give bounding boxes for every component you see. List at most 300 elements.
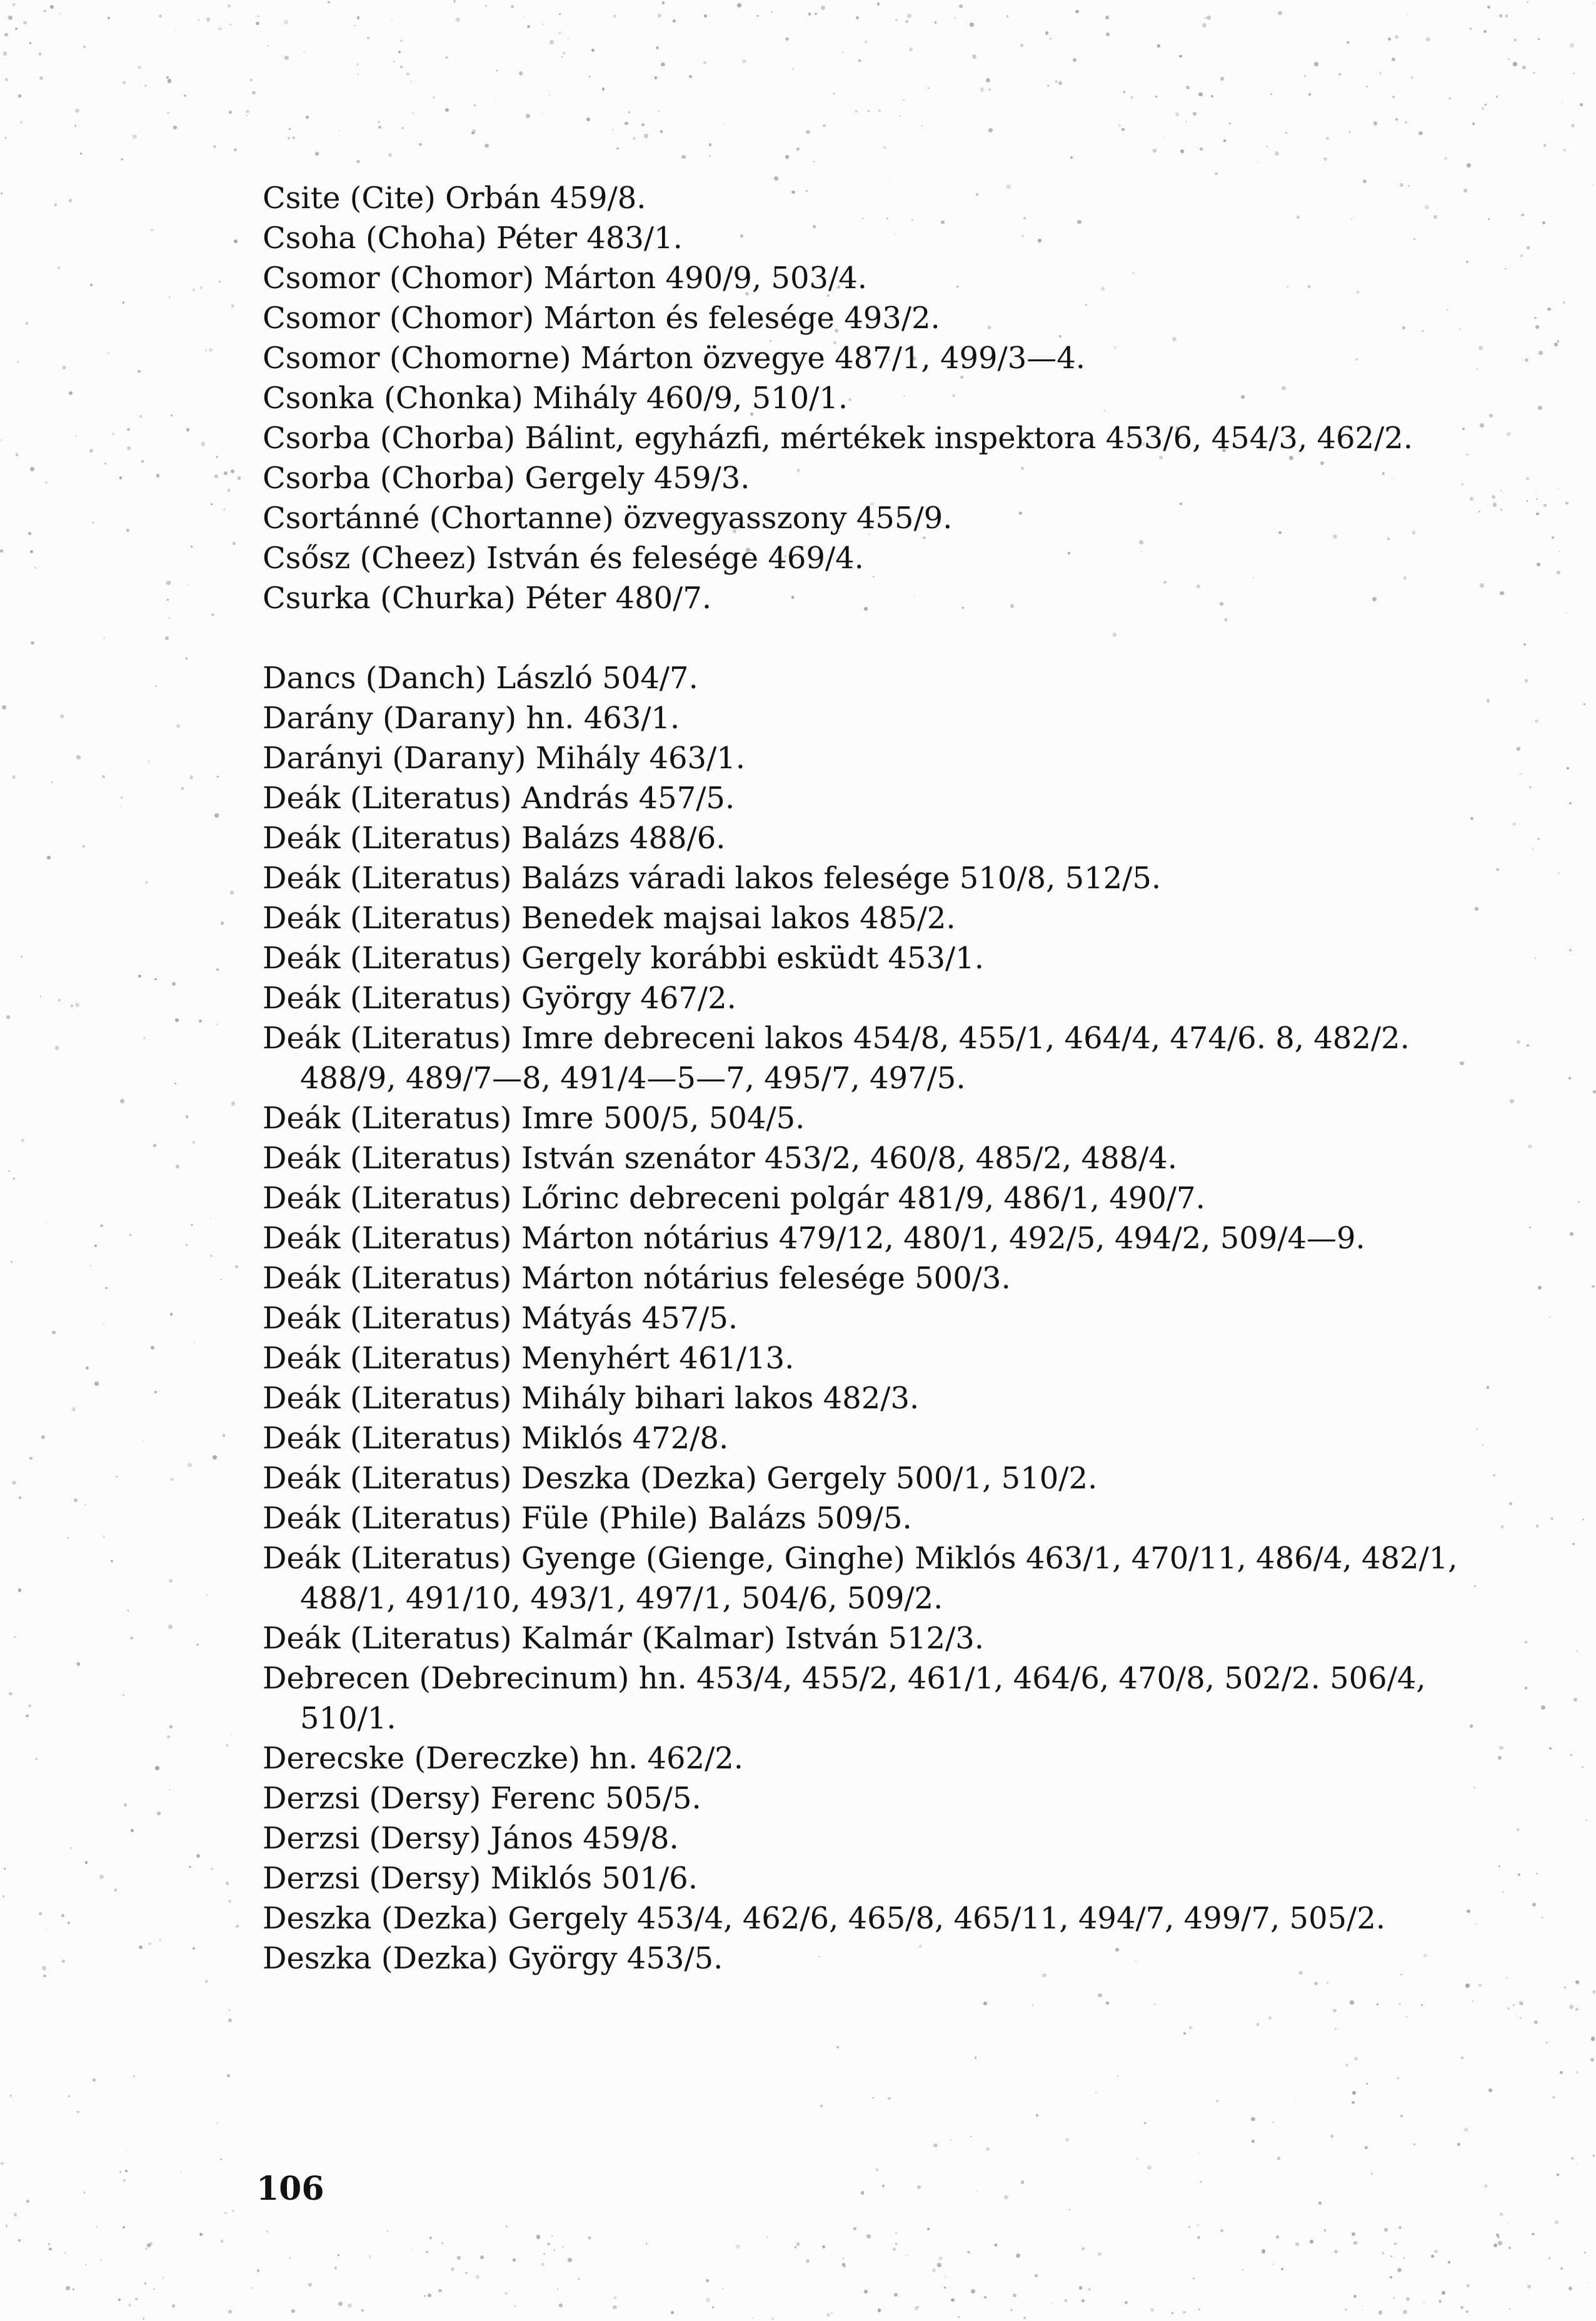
scan-speck <box>1373 121 1378 126</box>
scan-speck <box>1088 2288 1091 2291</box>
scan-speck <box>1444 157 1447 160</box>
scan-speck <box>1438 2300 1442 2303</box>
scan-speck <box>451 2267 454 2271</box>
scan-speck <box>1216 2100 1218 2102</box>
index-entry: Derzsi (Dersy) Ferenc 505/5. <box>263 1781 701 1816</box>
scan-speck <box>1050 38 1051 40</box>
scan-speck <box>428 2293 431 2297</box>
scan-speck <box>496 70 498 72</box>
scan-speck <box>1423 2302 1425 2303</box>
scan-speck <box>3 1895 4 1897</box>
index-entry: Csurka (Churka) Péter 480/7. <box>263 581 712 616</box>
scan-speck <box>358 73 359 75</box>
scan-speck <box>315 152 319 156</box>
scan-speck <box>356 63 359 66</box>
index-entry: Deák (Literatus) Lőrinc debreceni polgár 481/9, 486/1, 490/7. <box>263 1181 1205 1216</box>
scan-speck <box>175 1018 179 1022</box>
scan-speck <box>820 2105 823 2107</box>
scan-speck <box>1188 2226 1190 2228</box>
scan-speck <box>1324 2229 1327 2232</box>
scan-speck <box>338 2302 343 2306</box>
index-entry: Csorba (Chorba) Gergely 459/3. <box>263 461 750 496</box>
scan-speck <box>378 121 379 123</box>
scan-speck <box>1457 2143 1460 2146</box>
scan-speck <box>306 116 309 119</box>
scan-speck <box>1395 35 1398 38</box>
scan-speck <box>156 474 159 477</box>
scan-speck <box>121 158 123 161</box>
scan-speck <box>1434 2250 1437 2253</box>
scan-speck <box>1570 43 1574 48</box>
scan-speck <box>176 1165 179 1168</box>
scan-speck <box>1223 139 1225 141</box>
scan-speck <box>293 136 296 139</box>
scan-speck <box>1508 2247 1511 2249</box>
scan-speck <box>258 16 259 17</box>
scan-speck <box>155 685 157 687</box>
scan-speck <box>34 567 37 569</box>
scan-speck <box>228 4 231 8</box>
scan-speck <box>950 2140 951 2141</box>
scan-speck <box>826 2313 830 2317</box>
scan-speck <box>655 76 657 79</box>
scan-speck <box>1199 2152 1200 2153</box>
scan-speck <box>1567 767 1570 770</box>
scan-speck <box>16 453 19 456</box>
scan-speck <box>1273 2263 1274 2265</box>
scan-speck <box>211 1868 213 1870</box>
scan-speck <box>1354 2057 1357 2060</box>
scan-speck <box>1586 2282 1587 2283</box>
scan-speck <box>959 4 963 8</box>
scan-speck <box>1200 148 1203 151</box>
scan-speck <box>737 3 741 8</box>
scan-speck <box>169 1579 173 1583</box>
index-entry: Deák (Literatus) Balázs 488/6. <box>263 821 726 856</box>
scan-speck <box>30 467 34 471</box>
scan-speck <box>1070 156 1073 159</box>
scan-speck <box>1564 1987 1566 1988</box>
scan-speck <box>52 1331 55 1334</box>
index-entry: Deák (Literatus) György 467/2. <box>263 981 736 1016</box>
scan-speck <box>1406 2016 1408 2018</box>
index-entry: Deák (Literatus) Márton nótárius 479/12, 480/1, 492/5, 494/2, 509/4—9. <box>263 1221 1365 1256</box>
scan-speck <box>46 1928 47 1930</box>
scan-speck <box>108 17 110 19</box>
scan-speck <box>1509 2308 1510 2310</box>
scan-speck <box>681 155 686 159</box>
scan-speck <box>1583 703 1585 705</box>
scan-speck <box>401 127 404 129</box>
scan-speck <box>96 2226 98 2228</box>
scan-speck <box>1538 406 1542 410</box>
scan-speck <box>367 37 369 39</box>
scan-speck <box>14 1636 16 1638</box>
scan-speck <box>1211 95 1214 98</box>
scan-speck <box>709 143 712 146</box>
scan-speck <box>231 1101 236 1106</box>
scan-speck <box>937 2263 941 2267</box>
scan-speck <box>909 48 913 51</box>
scan-speck <box>1345 2308 1347 2311</box>
scan-speck <box>234 239 238 243</box>
index-entry: Deák (Literatus) István szenátor 453/2, 460/8, 485/2, 488/4. <box>263 1141 1178 1176</box>
scan-speck <box>1023 2317 1026 2320</box>
scan-speck <box>4 33 8 36</box>
scan-speck <box>1392 96 1395 98</box>
scan-speck <box>26 322 29 325</box>
index-entry: Debrecen (Debrecinum) hn. 453/4, 455/2, 461/1, 464/6, 470/8, 502/2. 506/4, <box>263 1661 1426 1696</box>
scan-speck <box>1411 76 1413 78</box>
index-entry: Deák (Literatus) Imre debreceni lakos 454/8, 455/1, 464/4, 474/6. 8, 482/2. <box>263 1021 1410 1056</box>
scan-speck <box>26 1715 28 1717</box>
scan-speck <box>1393 2297 1395 2298</box>
scan-speck <box>151 229 153 231</box>
scan-speck <box>876 2168 878 2171</box>
scan-speck <box>614 2296 616 2298</box>
scan-speck <box>1403 2310 1407 2314</box>
scan-speck <box>445 56 448 59</box>
scan-speck <box>114 1888 117 1891</box>
scan-speck <box>174 1083 177 1085</box>
scan-speck <box>1575 2008 1578 2011</box>
scan-speck <box>1117 2075 1118 2077</box>
scan-speck <box>1004 2195 1008 2199</box>
scan-speck <box>175 30 176 31</box>
scan-speck <box>2 705 6 709</box>
scan-speck <box>147 2243 151 2247</box>
scan-speck <box>252 91 255 94</box>
scan-speck <box>361 2309 364 2312</box>
scan-speck <box>21 1139 24 1142</box>
scan-speck <box>173 126 177 129</box>
scan-speck <box>836 2046 839 2048</box>
scan-speck <box>1350 2000 1354 2005</box>
scan-speck <box>1242 2269 1243 2270</box>
scan-speck <box>108 352 109 354</box>
scan-speck <box>369 2255 372 2258</box>
scan-speck <box>188 1463 192 1467</box>
scan-speck <box>123 1694 125 1697</box>
scan-speck <box>400 66 403 68</box>
scan-speck <box>167 1735 170 1738</box>
scan-speck <box>1323 158 1327 161</box>
scan-speck <box>121 796 123 798</box>
scan-speck <box>191 546 192 547</box>
scan-speck <box>1552 2096 1555 2099</box>
scan-speck <box>126 2151 128 2153</box>
scan-speck <box>228 1900 231 1903</box>
scan-speck <box>855 110 857 113</box>
scan-speck <box>1592 1285 1595 1288</box>
scan-speck <box>1390 2255 1392 2257</box>
scan-speck <box>1568 2287 1572 2290</box>
scan-speck <box>21 121 23 123</box>
scan-speck <box>68 1922 70 1924</box>
scan-speck <box>111 1560 113 1563</box>
scan-speck <box>339 130 340 131</box>
scan-speck <box>1533 72 1535 74</box>
scan-speck <box>144 84 147 87</box>
scan-speck <box>30 550 33 553</box>
scan-speck <box>1576 1650 1578 1652</box>
scan-speck <box>1 193 3 194</box>
scan-speck <box>1513 2004 1515 2006</box>
scan-speck <box>1122 128 1124 131</box>
scan-speck <box>226 1882 229 1885</box>
scan-speck <box>823 124 826 128</box>
scan-speck <box>928 88 930 89</box>
scan-speck <box>1472 123 1475 125</box>
scan-speck <box>1353 2241 1358 2245</box>
scan-speck <box>45 1223 46 1225</box>
scan-speck <box>563 52 565 54</box>
scan-speck <box>357 16 360 19</box>
scan-speck <box>1157 44 1160 47</box>
index-entry: Derecske (Dereczke) hn. 462/2. <box>263 1741 744 1776</box>
scan-speck <box>1400 2115 1403 2117</box>
scan-speck <box>796 148 800 151</box>
scan-speck <box>1498 2241 1502 2245</box>
scan-speck <box>1130 96 1133 99</box>
scan-speck <box>1405 121 1407 124</box>
scan-speck <box>1565 502 1568 505</box>
index-entry: Deák (Literatus) Menyhért 461/13. <box>263 1341 795 1376</box>
scan-speck <box>196 1854 200 1858</box>
index-entry: Deák (Literatus) Gergely korábbi esküdt 453/1. <box>263 941 984 976</box>
scan-speck <box>519 71 523 76</box>
scan-speck <box>1431 2255 1434 2258</box>
scan-speck <box>1215 173 1218 176</box>
scan-speck <box>75 1003 79 1007</box>
scan-speck <box>1275 151 1279 156</box>
scan-speck <box>588 2237 591 2239</box>
scan-speck <box>308 2283 312 2287</box>
scan-speck <box>877 3 880 5</box>
scan-speck <box>15 28 18 30</box>
scan-speck <box>988 89 990 91</box>
scan-speck <box>1520 2003 1523 2005</box>
scan-speck <box>536 2235 540 2238</box>
scan-speck <box>139 415 142 418</box>
scan-speck <box>186 1115 188 1118</box>
scan-speck <box>168 79 172 83</box>
scan-speck <box>75 109 79 113</box>
scan-speck <box>1398 2226 1402 2229</box>
scan-speck <box>388 153 392 157</box>
scan-speck <box>155 1766 159 1770</box>
scan-speck <box>1163 138 1165 140</box>
scan-speck <box>338 2254 339 2256</box>
scan-speck <box>334 2267 337 2269</box>
scan-speck <box>1172 2312 1173 2314</box>
scan-speck <box>1352 2232 1355 2236</box>
scan-speck <box>1541 1917 1543 1919</box>
scan-speck <box>864 2290 868 2293</box>
index-entry: Deák (Literatus) Miklós 472/8. <box>263 1421 729 1456</box>
scan-speck <box>231 304 234 308</box>
scan-speck <box>706 2279 709 2282</box>
scan-speck <box>917 2306 919 2308</box>
scan-speck <box>206 1595 208 1596</box>
scan-speck <box>1257 2023 1260 2026</box>
scan-speck <box>1593 1090 1596 1093</box>
scan-speck <box>74 1498 78 1503</box>
scan-speck <box>1582 1767 1583 1768</box>
scan-speck <box>170 1478 174 1481</box>
scan-speck <box>186 428 189 431</box>
scan-speck <box>1557 488 1559 490</box>
scan-speck <box>129 1234 131 1236</box>
scan-speck <box>1563 149 1565 151</box>
scan-speck <box>66 2286 70 2290</box>
scan-speck <box>559 32 561 34</box>
scan-speck <box>18 2239 20 2241</box>
scan-speck <box>39 1912 42 1915</box>
scan-speck <box>1592 1990 1595 1993</box>
scan-speck <box>1593 3 1595 4</box>
scan-speck <box>284 20 288 24</box>
scan-speck <box>410 81 411 82</box>
scan-speck <box>133 2075 135 2077</box>
scan-speck <box>1496 96 1498 98</box>
scan-speck <box>94 1381 98 1385</box>
scan-speck <box>1036 2114 1038 2117</box>
scan-speck <box>1185 121 1187 122</box>
scan-speck <box>1485 104 1487 106</box>
scan-speck <box>400 39 403 42</box>
scan-speck <box>1590 2058 1594 2062</box>
scan-speck <box>485 5 487 7</box>
scan-speck <box>12 1481 16 1485</box>
scan-speck <box>139 1945 143 1949</box>
scan-speck <box>238 476 241 479</box>
scan-speck <box>1051 2303 1052 2304</box>
index-entry: Csorba (Chorba) Bálint, egyházfi, mértékek inspektora 453/6, 454/3, 462/2. <box>263 421 1413 456</box>
scan-speck <box>1464 2128 1467 2131</box>
scan-speck <box>123 81 126 84</box>
scan-speck <box>100 1225 103 1228</box>
scan-speck <box>229 111 232 114</box>
scan-speck <box>224 2212 227 2215</box>
scan-speck <box>10 2095 11 2096</box>
scan-speck <box>453 0 456 3</box>
scan-speck <box>511 5 514 9</box>
scan-speck <box>958 2316 959 2317</box>
scan-speck <box>59 13 61 15</box>
scan-speck <box>85 1861 88 1864</box>
scan-speck <box>354 25 355 26</box>
scan-speck <box>1554 343 1557 346</box>
scan-speck <box>219 281 221 283</box>
scan-speck <box>1527 2285 1531 2288</box>
scan-speck <box>12 775 16 779</box>
scan-speck <box>145 881 148 884</box>
scan-speck <box>554 2249 555 2250</box>
scan-speck <box>895 2232 897 2234</box>
scan-speck <box>551 2235 553 2237</box>
scan-speck <box>119 2171 121 2173</box>
scan-speck <box>84 1504 86 1506</box>
scan-speck <box>1365 2146 1368 2149</box>
scan-speck <box>1295 2100 1297 2102</box>
scan-speck <box>41 1435 45 1439</box>
scan-speck <box>586 118 591 122</box>
index-entry-continuation: 510/1. <box>300 1701 396 1736</box>
scan-speck <box>186 1244 188 1246</box>
index-entry: Derzsi (Dersy) Miklós 501/6. <box>263 1861 698 1896</box>
scan-speck <box>99 1875 104 1879</box>
scan-speck <box>1362 2305 1363 2307</box>
scan-speck <box>226 1744 228 1746</box>
scan-speck <box>1073 58 1077 62</box>
scan-speck <box>267 45 269 47</box>
scan-speck <box>83 845 85 848</box>
scan-speck <box>1398 2003 1401 2005</box>
scan-speck <box>77 1662 81 1666</box>
scan-speck <box>1397 2268 1402 2272</box>
scan-speck <box>1270 93 1272 95</box>
scan-speck <box>216 1024 218 1026</box>
scan-speck <box>484 144 489 148</box>
scan-speck <box>1155 96 1157 98</box>
scan-speck <box>671 2311 674 2314</box>
scan-speck <box>28 532 31 535</box>
scan-speck <box>806 2259 810 2263</box>
scan-speck <box>984 2296 986 2298</box>
scan-speck <box>1013 2293 1016 2297</box>
scan-speck <box>456 18 460 22</box>
scan-speck <box>927 2228 930 2230</box>
scan-speck <box>438 2289 442 2293</box>
index-entry: Csősz (Cheez) István és felesége 469/4. <box>263 541 864 576</box>
scan-speck <box>1318 2202 1322 2205</box>
scan-speck <box>205 1980 208 1983</box>
scan-speck <box>123 2179 126 2182</box>
scan-speck <box>28 1705 31 1708</box>
scan-speck <box>1514 39 1516 41</box>
scan-speck <box>1098 2252 1102 2256</box>
scan-speck <box>138 370 140 373</box>
index-entry: Csoha (Choha) Péter 483/1. <box>263 221 683 256</box>
scan-speck <box>69 391 73 395</box>
scan-speck <box>186 658 188 659</box>
scan-speck <box>39 53 42 56</box>
scan-speck <box>1555 2220 1558 2223</box>
scan-speck <box>1421 2004 1423 2006</box>
scan-speck <box>102 775 106 779</box>
scan-speck <box>661 63 665 66</box>
scan-speck <box>1285 132 1287 134</box>
scan-speck <box>658 14 661 18</box>
scan-speck <box>424 2295 425 2297</box>
scan-speck <box>157 1812 161 1815</box>
scan-speck <box>85 2264 86 2265</box>
scan-speck <box>1584 2252 1586 2253</box>
scan-speck <box>73 2288 74 2290</box>
scan-speck <box>1345 2063 1348 2066</box>
scan-speck <box>148 761 149 762</box>
scan-speck <box>895 19 898 21</box>
scan-speck <box>159 1939 161 1942</box>
scan-speck <box>77 2111 79 2113</box>
scan-speck <box>199 1020 202 1023</box>
scan-speck <box>752 2317 753 2318</box>
scan-speck <box>1549 1316 1550 1318</box>
scan-speck <box>903 99 905 101</box>
scan-speck <box>612 129 614 131</box>
scan-speck <box>1251 2117 1255 2122</box>
